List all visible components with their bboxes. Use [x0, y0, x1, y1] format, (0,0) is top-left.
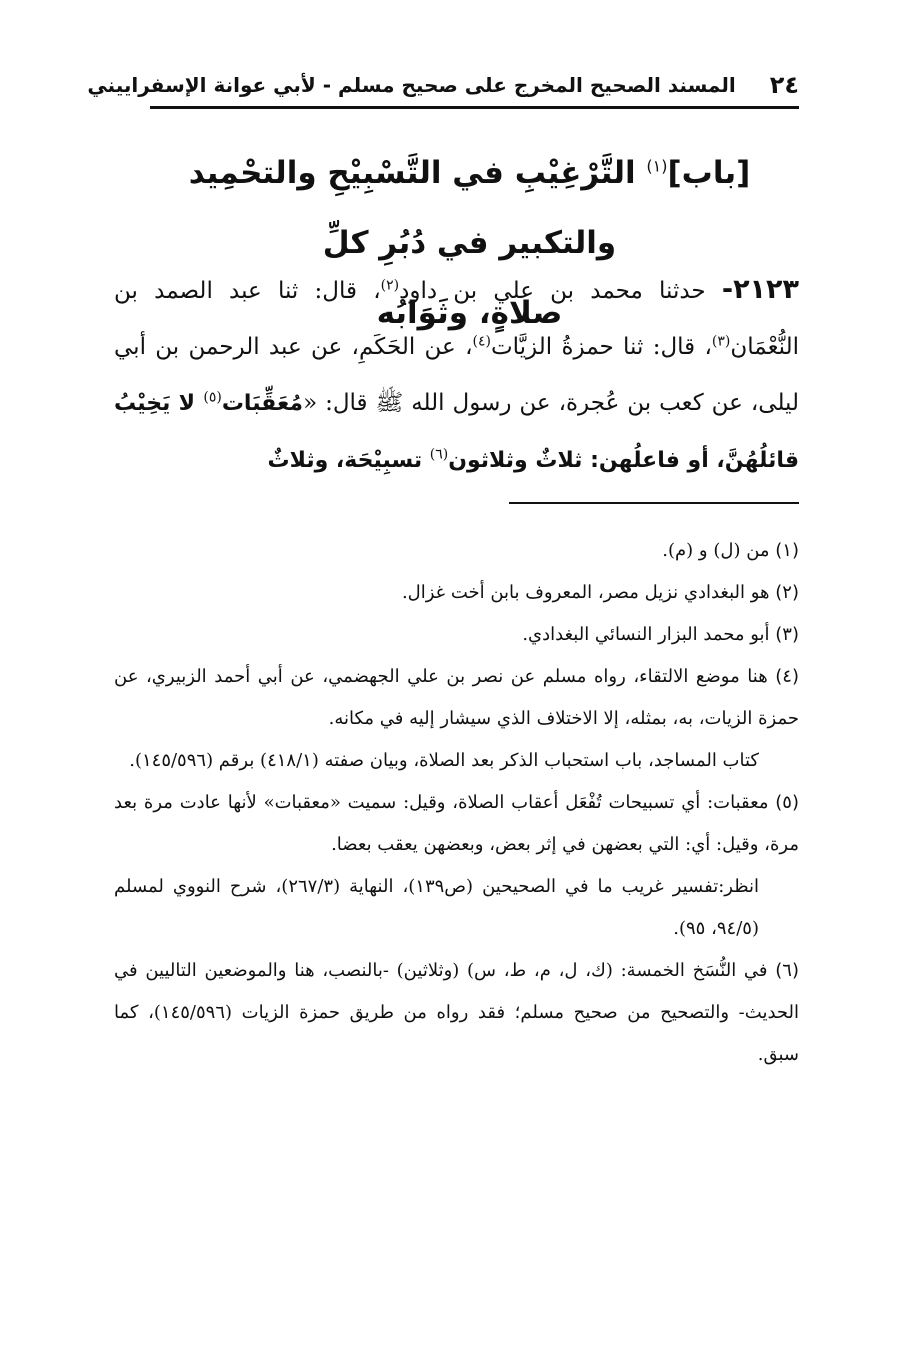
hadith-quote-bold: مُعَقِّبَات [221, 391, 304, 416]
footnote-number: (٤) [775, 666, 799, 687]
footnote-text: هو البغدادي نزيل مصر، المعروف بابن أخت غزال. [401, 582, 776, 603]
hadith-text [114, 262, 799, 489]
footnote-6 [114, 950, 799, 1076]
chapter-prefix: [باب] [667, 155, 751, 191]
footnote-number: (٣) [775, 624, 799, 645]
hadith-quote-bold: لا يَخِيْبُ قائلُهُنَّ، أو فاعلُهن: ثلاثٌ وثلاثون [114, 391, 799, 473]
footnote-5 [114, 782, 799, 866]
footnote-number: (٢) [775, 582, 799, 603]
footnote-separator [509, 502, 799, 504]
footnote-text: هنا موضع الالتقاء، رواه مسلم عن نصر بن علي الجهضمي، عن أبي أحمد الزبيري، عن حمزة الزيات، به، بمثله، إلا الاختلاف الذي سيشار إليه في مكانه. [114, 666, 799, 729]
footnote-ref-2: (٢) [380, 277, 400, 294]
footnote-3 [114, 614, 799, 656]
footnote-ref-4: (٤) [472, 333, 491, 350]
hadith-segment: ، قال: ثنا عبد الصمد بن النُّعْمَان [114, 278, 800, 360]
footnote-1 [114, 530, 799, 572]
footnote-ref-1: (١) [646, 156, 668, 176]
running-header-title: المسند الصحيح المخرج على صحيح مسلم - لأبي عوانة الإسفراييني [87, 73, 736, 97]
footnote-4 [114, 656, 799, 740]
footnote-ref-5: (٥) [203, 389, 222, 406]
chapter-title-line-2: صلاةٍ، وثَوَابُه [376, 295, 563, 331]
footnote-5-continuation: انظر:تفسير غريب ما في الصحيحين (ص١٣٩)، النهاية (٢٦٧/٣)، شرح النووي لمسلم (٩٤/٥، ٩٥). [114, 876, 760, 939]
footnote-text: أبو محمد البزار النسائي البغدادي. [522, 624, 776, 645]
chapter-title-line-1: التَّرْغِيْبِ في التَّسْبِيْحِ والتحْمِيد والتكبير في دُبُرِ كلِّ [188, 155, 636, 261]
footnote-text: في النُّسَخ الخمسة: (ك، ل، م، ط، س) (وثلاثين) -بالنصب، هنا والموضعين التاليين في الحديث- والتصحيح من صحيح مسلم؛ فقد رواه من طريق حمزة الزيات (١٤٥/٥٩٦)، كما سبق. [114, 960, 800, 1065]
hadith-quote-bold: تسبِيْحَة، وثلاثٌ [267, 448, 430, 473]
hadith-segment: ، قال: ثنا حمزةُ الزيَّات [490, 334, 712, 360]
hadith-number: ٢١٢٣ [733, 274, 799, 305]
chapter-heading-line-1 [140, 138, 799, 278]
footnote-number: (٦) [775, 960, 799, 981]
footnote-2 [114, 572, 799, 614]
footnote-text: من (ل) و (م). [662, 540, 776, 561]
hadith-number-dash: - [721, 274, 734, 305]
footnote-number: (١) [775, 540, 799, 561]
footnote-number: (٥) [775, 792, 799, 813]
page-number: ٢٤ [769, 71, 799, 99]
footnote-ref-3: (٣) [711, 333, 731, 350]
hadith-segment: ، عن الحَكَمِ، عن عبد الرحمن بن أبي ليلى، عن كعب بن عُجرة، عن رسول الله ﷺ قال: « [114, 334, 800, 416]
footnote-text: معقبات: أي تسبيحات تُفْعَل أعقاب الصلاة، وقيل: سميت «معقبات» لأنها عادت مرة بعد مرة، وقيل: أي: التي بعضهن في إثر بعض، وبعضهن يعقب بعضا. [114, 792, 799, 855]
footnotes [114, 530, 799, 1076]
hadith-segment: حدثنا محمد بن علي بن داود [399, 278, 722, 304]
footnote-ref-6: (٦) [429, 446, 449, 463]
footnote-4-continuation: كتاب المساجد، باب استحباب الذكر بعد الصلاة، وبيان صفته (٤١٨/١) برقم (١٤٥/٥٩٦). [129, 750, 759, 771]
running-header [87, 64, 799, 109]
